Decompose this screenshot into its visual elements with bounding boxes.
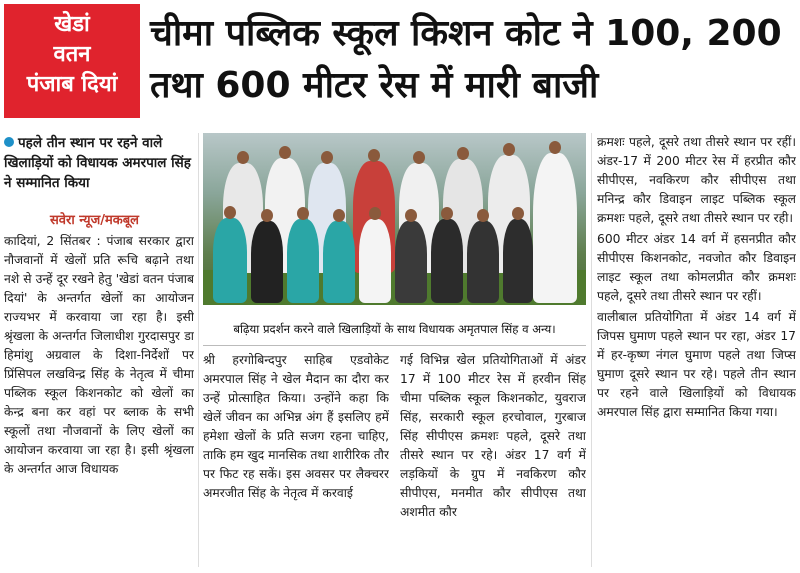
photo-person <box>251 221 283 303</box>
byline: सवेरा न्यूज/मकबूल <box>50 213 139 228</box>
paragraph: वालीबाल प्रतियोगिता में अंडर 14 वर्ग में जिपस घुमाण पहले स्थान पर रहा, अंडर 17 में हर-कृष्ण नंगल घुमाण पहले तथा जिप्स घुमाण दूसरे स्थान पर रहे। पहले तीन स्थान पर रहने वाले खिलाड़ियों को विधायक अमरपाल सिंह द्वारा सम्मानित किया गया। <box>597 310 796 419</box>
article-column-2: श्री हरगोबिन्दपुर साहिब एडवोकेट अमरपाल सिंह ने खेल मैदान का दौरा कर उन्हें प्रोत्साहित किया। उन्होंने कहा कि खेलें जीवन का अभिन्न अंग हैं इसलिए हमें हमेशा खेलों के प्रति सजग रहना चाहिए, ताकि हम खुद मानसिक तथा शारीरिक तौर पर फिट रह सकें। इस अवसर पर लैक्चरर अमरजीत सिंह के नेतृत्व में करवाई <box>203 353 389 500</box>
photo-person <box>533 153 577 303</box>
headline: चीमा पब्लिक स्कूल किशन कोट ने 100, 200 तथा 600 मीटर रेस में मारी बाजी <box>150 13 782 106</box>
paragraph: 600 मीटर अंडर 14 वर्ग में हसनप्रीत कौर सीपीएस किशनकोट, नवजोत कौर डिवाइन लाइट स्कूल तथा कोमलप्रीत कौर क्रमशः पहले, दूसरे तथा तीसरे स्थान पर रहीं। <box>597 232 796 303</box>
article-column-4 <box>597 133 796 567</box>
photo-head <box>279 146 291 159</box>
photo-head <box>441 207 453 220</box>
group-photo <box>203 133 586 305</box>
photo-head <box>413 151 425 164</box>
photo-head <box>405 209 417 222</box>
photo-person <box>287 219 319 303</box>
photo-head <box>237 151 249 164</box>
bullet-icon <box>4 137 14 147</box>
photo-head <box>333 209 345 222</box>
photo-head <box>369 207 381 220</box>
photo-head <box>457 147 469 160</box>
badge-line-3: पंजाब दियां <box>26 72 118 97</box>
column-divider <box>591 133 592 567</box>
photo-person <box>467 221 499 303</box>
photo-head <box>261 209 273 222</box>
photo-head <box>503 143 515 156</box>
photo-head <box>321 151 333 164</box>
sub-headline-text: पहले तीन स्थान पर रहने वाले खिलाड़ियों को विधायक अमरपाल सिंह ने सम्मानित किया <box>4 135 191 191</box>
article-column-3: गई विभिन्न खेल प्रतियोगिताओं में अंडर 17 में 100 मीटर रेस में हरवीन सिंह चीमा पब्लिक स्कूल किशनकोट, युवराज सिंह, सरकारी स्कूल हरचोवाल, गुरबाज सिंह सीपीएस क्रमशः पहले, दूसरे तथा तीसरे स्थान पर रहे। अंडर 17 वर्ग में लड़कियों के ग्रुप में नवकिरण कौर सीपीएस, मनमीत कौर सीपीएस तथा अशमीत कौर <box>400 353 586 519</box>
photo-person <box>359 219 391 303</box>
photo-person <box>323 221 355 303</box>
section-badge <box>4 4 140 118</box>
photo-person <box>213 218 247 303</box>
badge-line-2: वतन <box>53 42 91 67</box>
photo-head <box>512 207 524 220</box>
photo-person <box>395 221 427 303</box>
photo-person <box>431 219 463 303</box>
photo-head <box>297 207 309 220</box>
photo-head <box>477 209 489 222</box>
photo-head <box>549 141 561 154</box>
sub-headline <box>4 133 194 193</box>
photo-caption: बढ़िया प्रदर्शन करने वाले खिलाड़ियों के साथ विधायक अमृतपाल सिंह व अन्य। <box>203 313 586 346</box>
photo-person <box>503 219 533 303</box>
badge-line-1: खेडां <box>54 12 90 37</box>
photo-head <box>368 149 380 162</box>
photo-head <box>224 206 236 219</box>
article-column-1: कादियां, 2 सिंतबर : पंजाब सरकार द्वारा नौजवानों में खेलों प्रति रूचि बढ़ाने तथा नशे से उन्हें दूर रखने हेतु 'खेडां वतन पंजाब दियां' के अन्तर्गत खेलों का आयोजन राज्यभर में करवाया जा रहा है। इसी श्रृंखला के अन्तर्गत जिलाधीश गुरदासपुर डा हिमांशु अग्रवाल के दिशा-निर्देशों पर प्रिंसिपल लखविन्द्र सिंह के नेतृत्व में चीमा पब्लिक स्कूल किशनकोट को खेलों का केन्द्र बना कर वहां पर ब्लाक के सभी स्कूलों तथा नौजवानों के लिए खेलों का आयोजन करवाया जा रहा है। इसी श्रृंखला के अन्तर्गत आज विधायक <box>4 234 194 476</box>
column-divider <box>198 133 199 567</box>
paragraph: क्रमशः पहले, दूसरे तथा तीसरे स्थान पर रहीं। अंडर-17 में 200 मीटर रेस में हरप्रीत कौर सीपीएस, नवकिरण कौर सीपीएस तथा मनिन्द्र कौर डिवाइन लाइट पब्लिक स्कूल क्रमशः पहले, दूसरे तथा तीसरे स्थान पर रही। <box>597 135 796 225</box>
